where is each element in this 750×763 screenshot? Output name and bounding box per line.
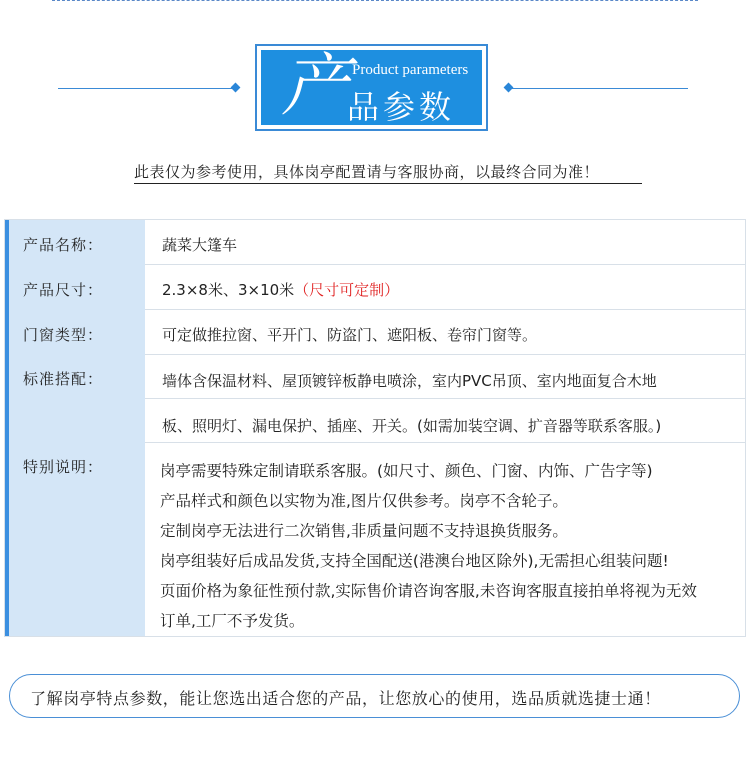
- note-line: 订单,工厂不予发货。: [160, 612, 305, 630]
- section-title-banner: [255, 44, 488, 131]
- value-product-name: 蔬菜大篷车: [162, 236, 238, 254]
- diamond-right-icon: [504, 83, 514, 93]
- value-product-size-text: 2.3×8米、3×10米: [162, 281, 295, 299]
- banner-english-title: Product parameters: [352, 62, 469, 78]
- label-standard-config: 标准搭配：: [23, 370, 104, 388]
- parameters-table: [4, 219, 746, 637]
- banner-chinese-title: 品参数: [347, 88, 456, 126]
- row-divider: [145, 442, 745, 443]
- disclaimer-notice: 此表仅为参考使用，具体岗亭配置请与客服协商，以最终合同为准！: [134, 162, 642, 184]
- label-product-size: 产品尺寸：: [23, 281, 104, 299]
- title-line-right: [512, 88, 688, 89]
- size-customizable-note: （尺寸可定制）: [294, 281, 400, 299]
- value-product-size: [162, 279, 399, 300]
- note-line: 定制岗亭无法进行二次销售,非质量问题不支持退换货服务。: [160, 522, 568, 540]
- value-door-window-type: 可定做推拉窗、平开门、防盗门、遮阳板、卷帘门窗等。: [162, 326, 538, 344]
- footer-slogan: 了解岗亭特点参数，能让您选出适合您的产品，让您放心的使用，选品质就选捷士通！: [30, 689, 661, 708]
- row-divider: [145, 354, 745, 355]
- banner-big-char: 产: [281, 47, 350, 126]
- row-divider: [145, 309, 745, 310]
- row-divider: [145, 264, 745, 265]
- footer-slogan-box: [9, 674, 740, 718]
- top-dashed-divider: [52, 0, 698, 1]
- note-line: 页面价格为象征性预付款,实际售价请咨询客服,未咨询客服直接拍单将视为无效: [160, 582, 697, 600]
- diamond-left-icon: [231, 83, 241, 93]
- note-line: 产品样式和颜色以实物为准,图片仅供参考。岗亭不含轮子。: [160, 492, 568, 510]
- title-line-left: [58, 88, 235, 89]
- value-standard-config-cont: 板、照明灯、漏电保护、插座、开关。(如需加装空调、扩音器等联系客服。): [162, 417, 662, 435]
- note-line: 岗亭组装好后成品发货,支持全国配送(港澳台地区除外),无需担心组装问题!: [160, 552, 669, 570]
- row-divider: [145, 398, 745, 399]
- label-door-window-type: 门窗类型：: [23, 326, 104, 344]
- note-line: 岗亭需要特殊定制请联系客服。(如尺寸、颜色、门窗、内饰、广告字等): [160, 462, 653, 480]
- label-product-name: 产品名称：: [23, 236, 104, 254]
- special-notes-list: [160, 456, 697, 636]
- value-standard-config: 墙体含保温材料、屋顶镀锌板静电喷涂，室内PVC吊顶、室内地面复合木地: [162, 372, 657, 390]
- label-special-notes: 特别说明：: [23, 458, 104, 476]
